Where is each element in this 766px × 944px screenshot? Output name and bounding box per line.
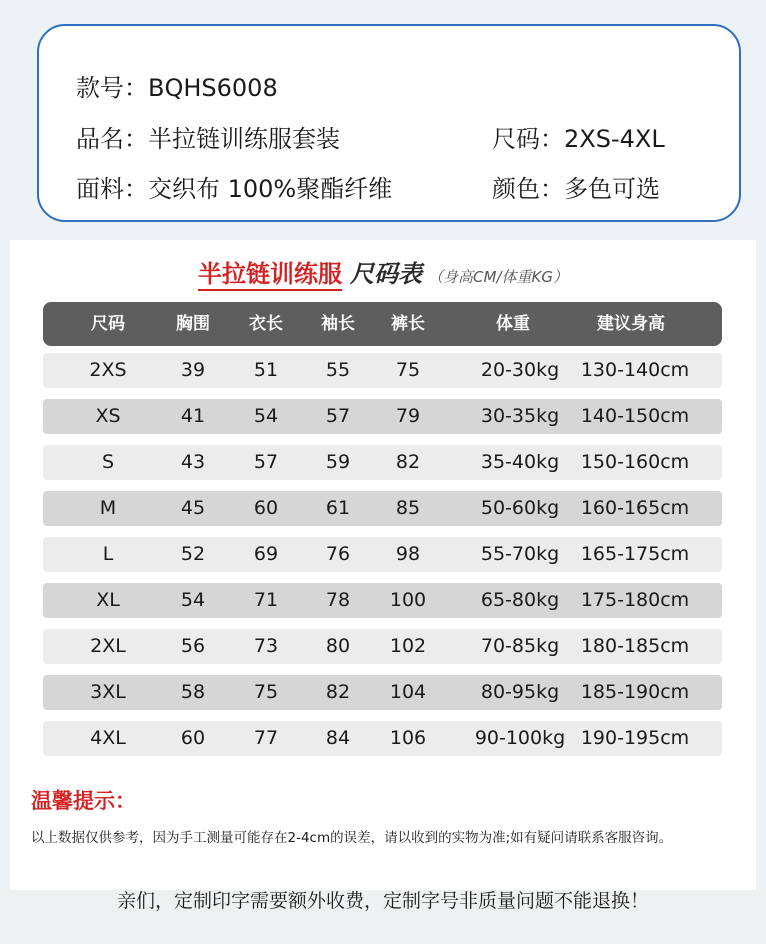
column-header: 裤长: [391, 314, 425, 334]
table-cell: 150-160cm: [580, 451, 690, 473]
table-cell: 65-80kg: [480, 589, 560, 611]
table-cell: 30-35kg: [480, 405, 560, 427]
column-header: 体重: [496, 314, 530, 334]
table-cell: 70-85kg: [480, 635, 560, 657]
column-header: 尺码: [91, 314, 125, 334]
table-cell: 56: [180, 635, 206, 657]
table-cell: 55: [325, 359, 351, 381]
table-cell: M: [99, 497, 117, 519]
table-cell: 140-150cm: [580, 405, 690, 427]
table-cell: 41: [180, 405, 206, 427]
table-cell: 77: [253, 727, 279, 749]
table-cell: 52: [180, 543, 206, 565]
table-cell: 190-195cm: [580, 727, 690, 749]
table-cell: 35-40kg: [480, 451, 560, 473]
table-cell: 185-190cm: [580, 681, 690, 703]
table-row: [43, 399, 722, 434]
table-cell: 2XS: [89, 359, 127, 381]
table-cell: 61: [325, 497, 351, 519]
table-cell: 84: [325, 727, 351, 749]
table-row: [43, 445, 722, 480]
table-row: [43, 537, 722, 572]
table-cell: 4XL: [90, 727, 126, 749]
product-info-card: [37, 24, 741, 222]
table-row: [43, 675, 722, 710]
column-header: 衣长: [249, 314, 283, 334]
table-cell: 130-140cm: [580, 359, 690, 381]
table-cell: XS: [95, 405, 121, 427]
table-cell: 106: [389, 727, 427, 749]
table-cell: 45: [180, 497, 206, 519]
footer-notice: 亲们，定制印字需要额外收费，定制字号非质量问题不能退换！: [116, 890, 649, 912]
table-cell: 59: [325, 451, 351, 473]
table-cell: 43: [180, 451, 206, 473]
size-chart-sheet: [10, 240, 756, 944]
chart-title-product: 半拉链训练服: [198, 260, 342, 291]
table-cell: 90-100kg: [474, 727, 566, 749]
color-options: 颜色：多色可选: [492, 175, 660, 203]
table-row: [43, 353, 722, 388]
table-cell: 180-185cm: [580, 635, 690, 657]
table-cell: 82: [325, 681, 351, 703]
table-cell: 98: [395, 543, 421, 565]
style-number: 款号：BQHS6008: [76, 74, 278, 102]
product-name: 品名：半拉链训练服套装: [76, 125, 340, 153]
table-cell: 82: [395, 451, 421, 473]
chart-title-label: 尺码表: [350, 260, 423, 288]
tips-title: 温馨提示：: [31, 789, 136, 813]
table-cell: 69: [253, 543, 279, 565]
table-cell: 73: [253, 635, 279, 657]
table-cell: 3XL: [90, 681, 126, 703]
table-cell: 57: [325, 405, 351, 427]
column-header: 建议身高: [597, 314, 665, 334]
table-cell: 20-30kg: [480, 359, 560, 381]
table-cell: 100: [389, 589, 427, 611]
size-range: 尺码：2XS-4XL: [492, 125, 665, 153]
table-cell: 51: [253, 359, 279, 381]
fabric: 面料：交织布 100%聚酯纤维: [76, 175, 393, 203]
table-cell: 60: [253, 497, 279, 519]
table-cell: L: [102, 543, 114, 565]
table-cell: XL: [96, 589, 120, 611]
table-cell: 54: [253, 405, 279, 427]
table-cell: S: [101, 451, 115, 473]
table-cell: 80: [325, 635, 351, 657]
table-cell: 78: [325, 589, 351, 611]
table-cell: 104: [389, 681, 427, 703]
table-cell: 85: [395, 497, 421, 519]
table-cell: 55-70kg: [480, 543, 560, 565]
column-header: 袖长: [321, 314, 355, 334]
table-cell: 102: [389, 635, 427, 657]
table-cell: 165-175cm: [580, 543, 690, 565]
column-header: 胸围: [176, 314, 210, 334]
table-row: [43, 721, 722, 756]
table-cell: 175-180cm: [580, 589, 690, 611]
footer-notice-band: [0, 890, 766, 944]
table-cell: 60: [180, 727, 206, 749]
table-cell: 2XL: [90, 635, 126, 657]
table-cell: 75: [395, 359, 421, 381]
chart-title-note: （身高CM/体重KG）: [428, 268, 568, 286]
table-cell: 50-60kg: [480, 497, 560, 519]
table-row: [43, 629, 722, 664]
size-chart-title: [10, 254, 756, 289]
table-cell: 54: [180, 589, 206, 611]
table-cell: 76: [325, 543, 351, 565]
table-cell: 71: [253, 589, 279, 611]
table-cell: 160-165cm: [580, 497, 690, 519]
table-cell: 75: [253, 681, 279, 703]
table-row: [43, 583, 722, 618]
table-cell: 58: [180, 681, 206, 703]
tips-body: 以上数据仅供参考，因为手工测量可能存在2-4cm的误差，请以收到的实物为准;如有疑问请联系客服咨询。: [31, 830, 673, 846]
table-cell: 39: [180, 359, 206, 381]
table-cell: 57: [253, 451, 279, 473]
table-cell: 79: [395, 405, 421, 427]
size-table-header: [43, 302, 722, 346]
table-cell: 80-95kg: [480, 681, 560, 703]
table-row: [43, 491, 722, 526]
